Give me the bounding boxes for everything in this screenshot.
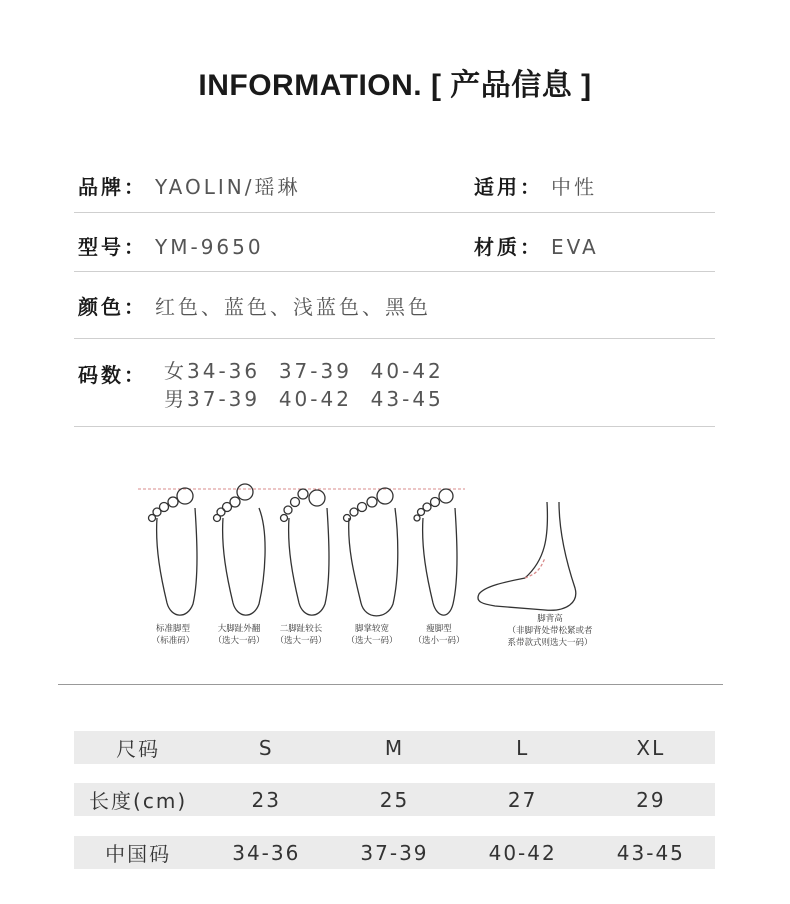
size-table-cn-row — [74, 836, 715, 869]
foot-wide — [344, 488, 398, 616]
size-label: 码数： — [78, 363, 147, 387]
foot-bunion — [214, 484, 266, 615]
size-table-cell: 43-45 — [616, 840, 685, 865]
size-line-male: 男37-39 40-42 43-45 — [164, 387, 444, 411]
gender-value: 中性 — [551, 175, 597, 199]
section-divider — [58, 684, 723, 685]
info-row-color — [74, 272, 715, 339]
size-table-header-row — [74, 731, 715, 764]
gender-label: 适用： — [474, 175, 543, 199]
material-label: 材质： — [474, 235, 543, 259]
foot-label-2a: 大脚趾外翻 — [217, 624, 261, 634]
gender-field — [474, 171, 597, 200]
size-table-cell: 23 — [251, 787, 281, 812]
foot-label-5b: （选小一码） — [413, 636, 465, 646]
size-table-cell: 长度(cm) — [89, 789, 188, 813]
size-table-cell: M — [384, 735, 405, 760]
size-field — [78, 359, 444, 411]
foot-long-second-toe — [281, 489, 330, 615]
info-row-brand — [74, 160, 715, 213]
instep-label-3: 系带款式则选大一码） — [507, 638, 593, 648]
model-field — [78, 231, 264, 260]
size-line-female: 女34-36 37-39 40-42 — [164, 359, 444, 383]
brand-field — [78, 171, 300, 200]
size-table-cell: XL — [636, 735, 666, 760]
size-table-cell: 尺码 — [116, 737, 161, 761]
foot-label-1a: 标准脚型 — [155, 624, 191, 634]
foot-label-3b: （选大一码） — [275, 636, 327, 646]
size-table-cell: 27 — [507, 787, 538, 812]
info-row-size — [74, 339, 715, 427]
size-table-cell: L — [516, 735, 530, 760]
foot-label-4a: 脚掌较宽 — [354, 624, 390, 634]
foot-label-4b: （选大一码） — [346, 636, 398, 646]
foot-label-3a: 二脚趾较长 — [279, 624, 323, 634]
foot-slim — [414, 489, 457, 615]
color-value: 红色、蓝色、浅蓝色、黑色 — [155, 295, 431, 319]
size-table-cell: 29 — [636, 787, 666, 812]
info-row-model — [74, 213, 715, 272]
page-title: INFORMATION. [ 产品信息 ] — [198, 69, 592, 102]
size-table-cell: 34-36 — [232, 840, 301, 865]
foot-standard — [149, 488, 198, 615]
foot-label-1b: （标准码） — [151, 636, 195, 646]
size-table-cell: S — [258, 735, 274, 760]
size-table-cell: 37-39 — [360, 840, 429, 865]
instep-label-2: （非脚背处带松紧或者 — [507, 626, 593, 636]
size-values — [164, 357, 444, 413]
size-table-cell: 25 — [379, 787, 410, 812]
color-field — [78, 291, 431, 320]
model-value: YM-9650 — [155, 235, 264, 259]
brand-value: YAOLIN/瑶琳 — [155, 175, 301, 199]
size-table-cell: 40-42 — [488, 840, 557, 865]
material-field — [474, 231, 599, 260]
instep-label-1: 脚背高 — [537, 614, 563, 624]
model-label: 型号： — [78, 235, 147, 259]
material-value: EVA — [551, 235, 599, 259]
size-table-length-row — [74, 783, 715, 816]
brand-label: 品牌： — [78, 175, 147, 199]
foot-high-instep — [478, 502, 576, 610]
color-label: 颜色： — [78, 295, 147, 319]
size-table-cell: 中国码 — [105, 842, 172, 866]
foot-label-2b: （选大一码） — [213, 636, 265, 646]
foot-shape-illustration — [135, 478, 615, 653]
foot-label-5a: 瘦脚型 — [426, 624, 452, 634]
